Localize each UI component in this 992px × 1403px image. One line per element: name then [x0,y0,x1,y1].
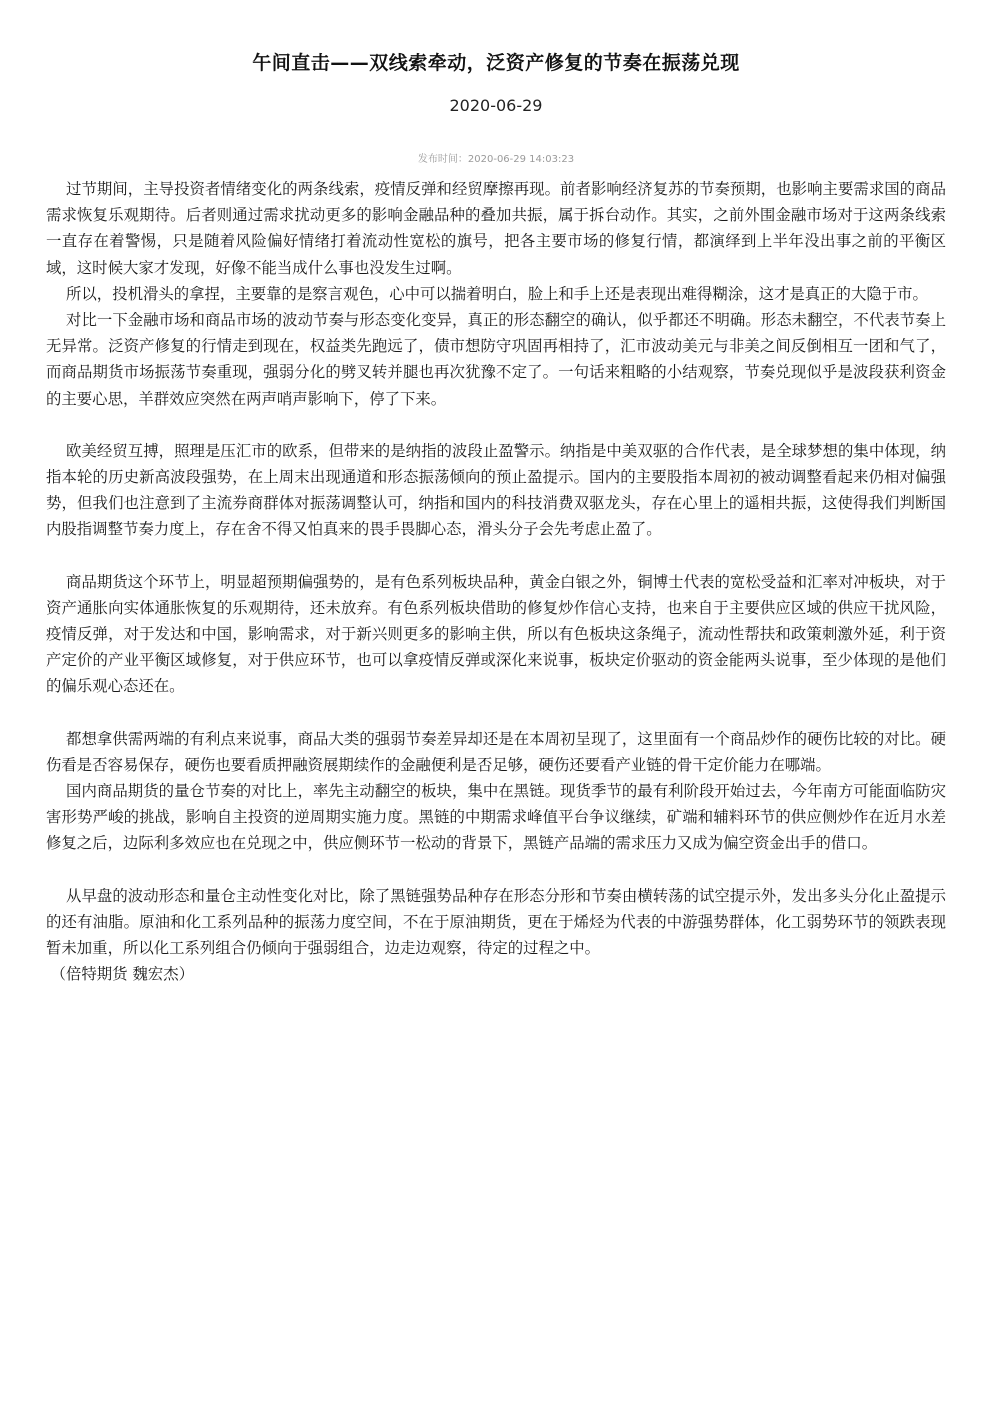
article-body [46,176,946,987]
paragraph: 过节期间，主导投资者情绪变化的两条线索，疫情反弹和经贸摩擦再现。前者影响经济复苏的节奏预期，也影响主要需求国的商品需求恢复乐观期待。后者则通过需求扰动更多的影响金融品种的叠加共振，属于拆台动作。其实，之前外围金融市场对于这两条线索一直存在着警惕，只是随着风险偏好情绪打着流动性宽松的旗号，把各主要市场的修复行情，都演绎到上半年没出事之前的平衡区域，这时候大家才发现，好像不能当成什么事也没发生过啊。 [46,180,946,277]
paragraph-gap [46,412,946,438]
paragraph: 都想拿供需两端的有利点来说事，商品大类的强弱节奏差异却还是在本周初呈现了，这里面有一个商品炒作的硬伤比较的对比。硬伤看是否容易保存，硬伤也要看质押融资展期续作的金融便利是否足够，硬伤还要看产业链的骨干定价能力在哪端。 [46,729,946,774]
author-signature: （倍特期货 魏宏杰） [50,965,195,984]
paragraph-gap [46,543,946,569]
paragraph-gap [46,700,946,726]
paragraph: 所以，投机滑头的拿捏，主要靠的是察言观色，心中可以揣着明白，脸上和手上还是表现出难得糊涂，这才是真正的大隐于市。 [66,284,928,303]
paragraph: 从早盘的波动形态和量仓主动性变化对比，除了黑链强势品种存在形态分形和节奏由横转荡的试空提示外，发出多头分化止盈提示的还有油脂。原油和化工系列品种的振荡力度空间，不在于原油期货，更在于烯烃为代表的中游强势群体，化工弱势环节的领跌表现暂未加重，所以化工系列组合仍倾向于强弱组合，边走边观察，待定的过程之中。 [46,886,946,958]
paragraph: 商品期货这个环节上，明显超预期偏强势的，是有色系列板块品种，黄金白银之外，铜博士代表的宽松受益和汇率对冲板块，对于资产通胀向实体通胀恢复的乐观期待，还未放弃。有色系列板块借助的修复炒作信心支持，也来自于主要供应区域的供应干扰风险，疫情反弹，对于发达和中国，影响需求，对于新兴则更多的影响主供，所以有色板块这条绳子，流动性帮扶和政策刺激外延，利于资产定价的产业平衡区域修复，对于供应环节，也可以拿疫情反弹或深化来说事，板块定价驱动的资金能两头说事，至少体现的是他们的偏乐观心态还在。 [46,572,946,696]
article-date: 2020-06-29 [449,96,543,115]
paragraph: 国内商品期货的量仓节奏的对比上，率先主动翻空的板块，集中在黑链。现货季节的最有利阶段开始过去，今年南方可能面临防灾害形势严峻的挑战，影响自主投资的逆周期实施力度。黑链的中期需求峰值平台争议继续，矿端和辅料环节的供应侧炒作在近月水差修复之后，边际利多效应也在兑现之中，供应侧环节一松动的背景下，黑链产品端的需求压力又成为偏空资金出手的借口。 [46,782,946,853]
publish-time: 发布时间：2020-06-29 14:03:23 [417,154,575,165]
paragraph-gap [46,857,946,883]
paragraph: 对比一下金融市场和商品市场的波动节奏与形态变化变异，真正的形态翻空的确认，似乎都还不明确。形态未翻空，不代表节奏上无异常。泛资产修复的行情走到现在，权益类先跑远了，债市想防守巩固再相持了，汇市波动美元与非美之间反倒相互一团和气了，而商品期货市场振荡节奏重现，强弱分化的劈叉转并腿也再次犹豫不定了。一句话来粗略的小结观察，节奏兑现似乎是波段获利资金的主要心思，羊群效应突然在两声哨声影响下，停了下来。 [46,311,946,408]
article-title: 午间直击——双线索牵动，泛资产修复的节奏在振荡兑现 [252,52,740,74]
paragraph: 欧美经贸互搏，照理是压汇市的欧系，但带来的是纳指的波段止盈警示。纳指是中美双驱的合作代表，是全球梦想的集中体现，纳指本轮的历史新高波段强势，在上周末出现通道和形态振荡倾向的预止盈提示。国内的主要股指本周初的被动调整看起来仍相对偏强势，但我们也注意到了主流券商群体对振荡调整认可，纳指和国内的科技消费双驱龙头，存在心里上的遥相共振，这使得我们判断国内股指调整节奏力度上，存在舍不得又怕真来的畏手畏脚心态，滑头分子会先考虑止盈了。 [46,441,946,539]
